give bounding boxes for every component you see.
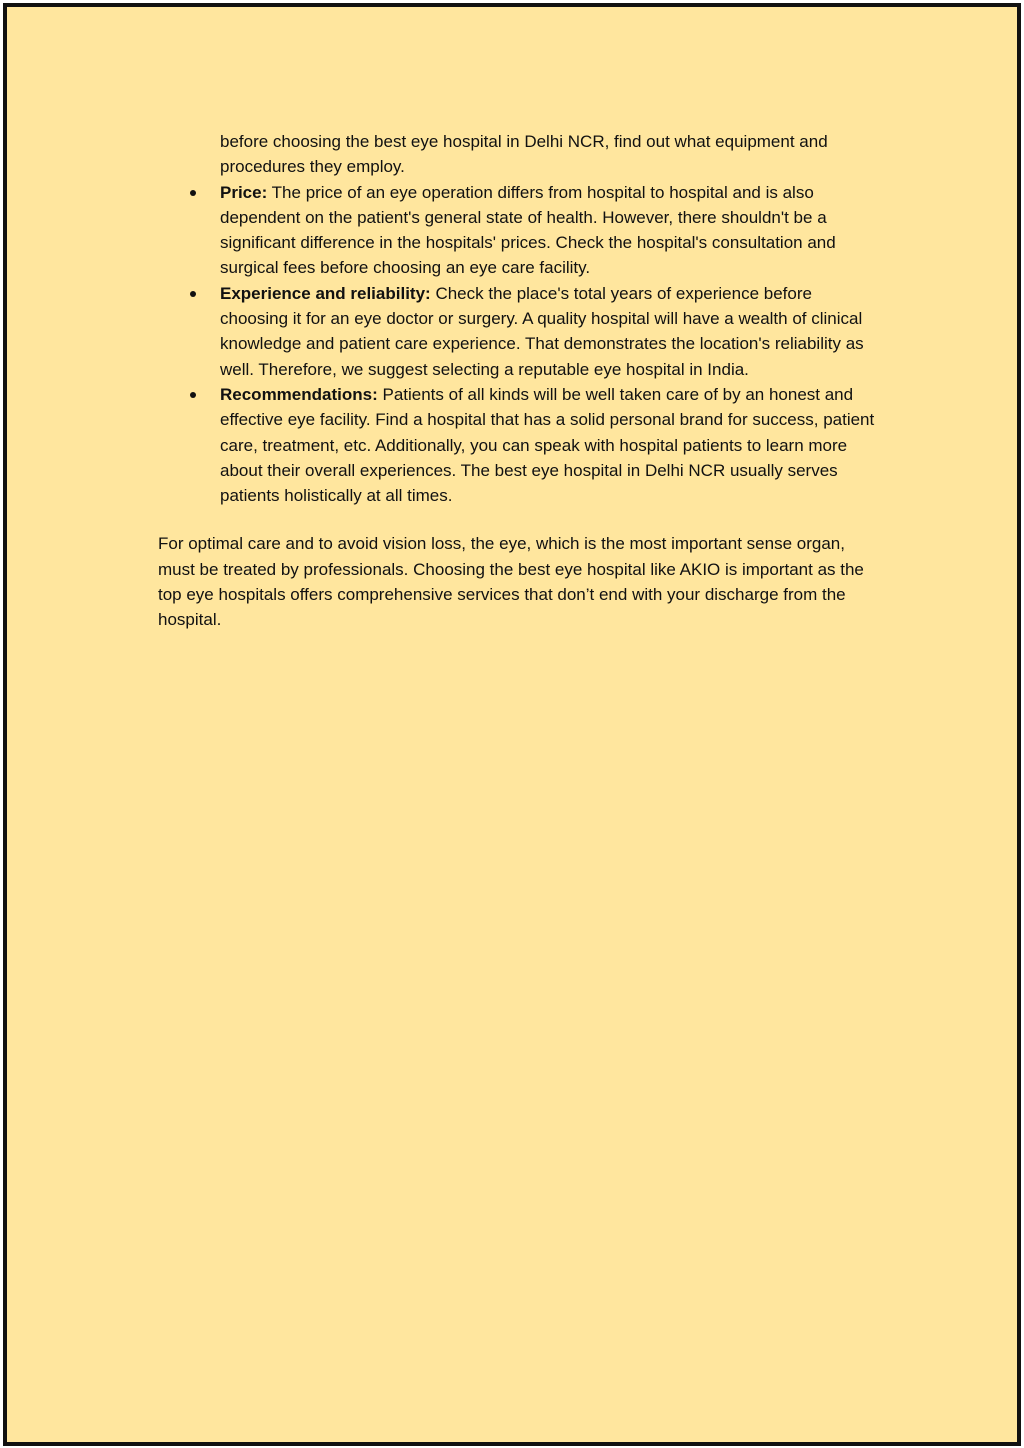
list-item-price: [220, 180, 880, 281]
list-item-experience: [220, 281, 880, 382]
bullet-icon: [190, 392, 196, 398]
list-item-term: Price:: [220, 182, 268, 202]
list-item-recommendations: [220, 382, 880, 508]
bullet-icon: [190, 190, 196, 196]
list-item-term: Recommendations:: [220, 384, 378, 404]
list-item-text: Patients of all kinds will be well taken care of by an honest and effective eye facility. Find a hospital that has a solid personal brand for success, patient care, treatment, etc. Additionally, you can speak with hospital patients to learn more about their overall experiences. The best eye hospital in Delhi NCR usually serves patients holistically at all times.: [220, 384, 875, 506]
continued-paragraph: before choosing the best eye hospital in Delhi NCR, find out what equipment and procedures they employ.: [220, 132, 828, 177]
page-content: [158, 129, 888, 633]
list-item-term: Experience and reliability:: [220, 283, 431, 303]
list-item-text: Check the place's total years of experience before choosing it for an eye doctor or surgery. A quality hospital will have a wealth of clinical knowledge and patient care experience. That demonstrates the location's reliability as well. Therefore, we suggest selecting a reputable eye hospital in India.: [220, 283, 864, 379]
bullet-icon: [190, 291, 196, 297]
list-item-text: The price of an eye operation differs from hospital to hospital and is also dependent on the patient's general state of health. However, there shouldn't be a significant difference in the hospitals' prices. Check the hospital's consultation and surgical fees before choosing an eye care facility.: [220, 182, 836, 278]
document-page: [3, 3, 1021, 1446]
criteria-list: [158, 180, 888, 509]
closing-paragraph: For optimal care and to avoid vision loss, the eye, which is the most important sense organ, must be treated by professionals. Choosing the best eye hospital like AKIO is important as the top eye hospitals offers comprehensive services that don’t end with your discharge from the hospital.: [158, 534, 864, 630]
